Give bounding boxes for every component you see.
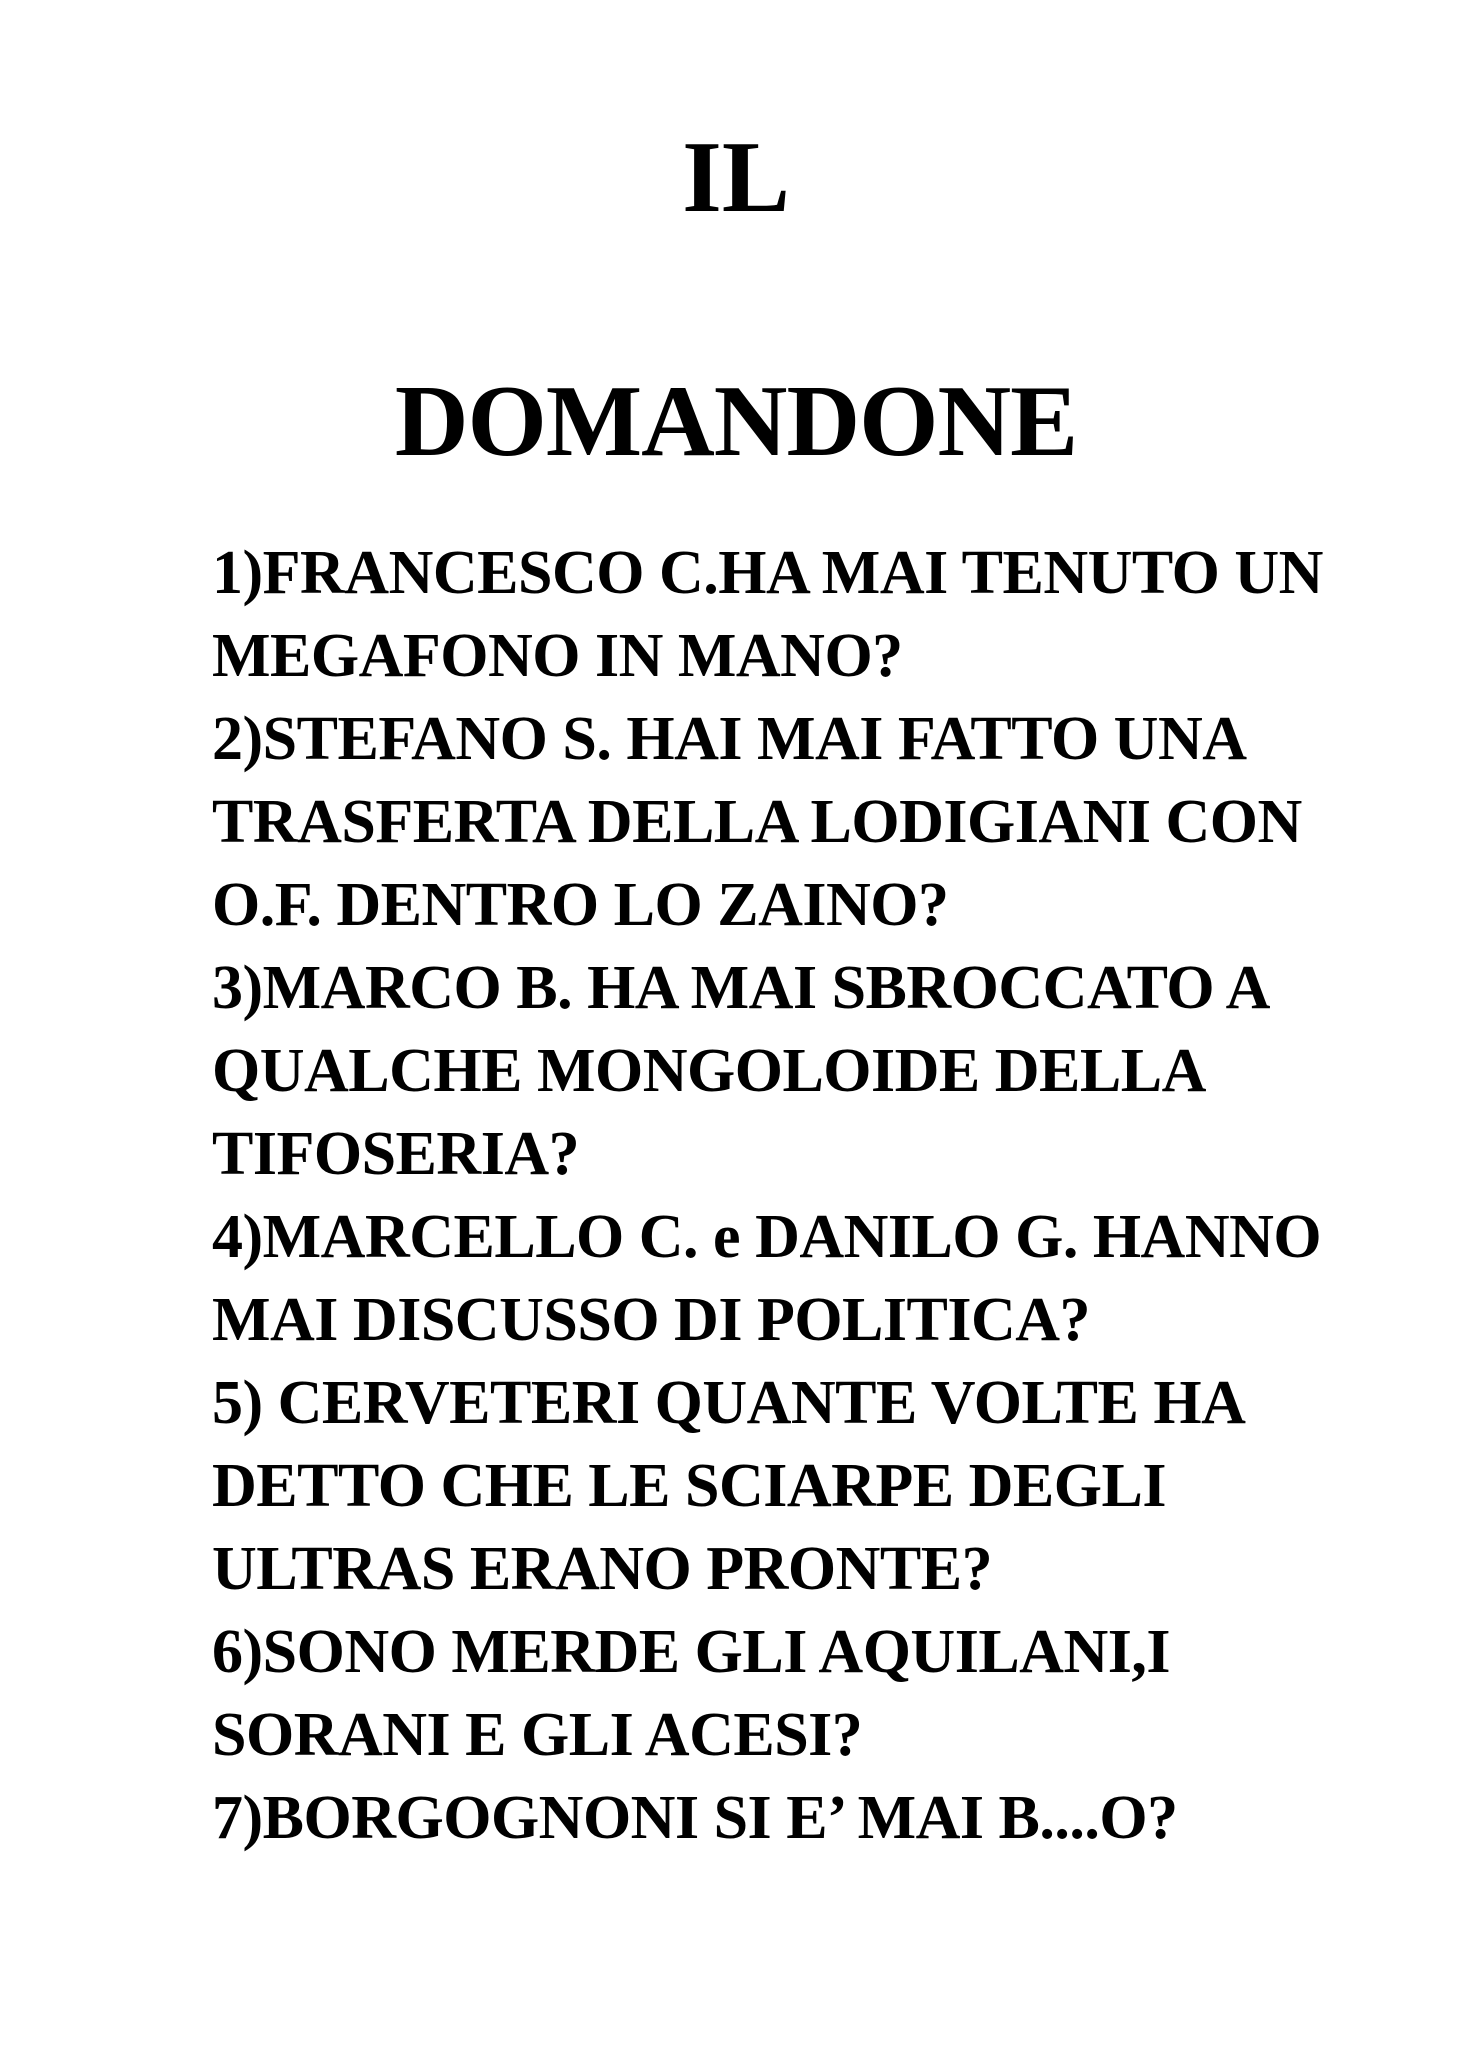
question-1-line-1: 1)FRANCESCO C.HA MAI TENUTO UN — [212, 539, 1323, 607]
question-3-line-1: 3)MARCO B. HA MAI SBROCCATO A — [212, 954, 1270, 1022]
question-item-2 — [212, 698, 1462, 947]
question-5-line-1: 5) CERVETERI QUANTE VOLTE HA — [212, 1369, 1246, 1437]
title-line-2: DOMANDONE — [394, 365, 1078, 478]
question-item-6 — [212, 1611, 1462, 1777]
question-2-line-3: O.F. DENTRO LO ZAINO? — [212, 871, 949, 939]
question-item-4 — [212, 1196, 1462, 1362]
question-4-line-1: 4)MARCELLO C. e DANILO G. HANNO — [212, 1203, 1322, 1271]
question-6-line-2: SORANI E GLI ACESI? — [212, 1701, 863, 1769]
question-item-7 — [212, 1777, 1462, 1860]
question-7-line-1: 7)BORGOGNONI SI E’ MAI B....O? — [212, 1784, 1178, 1852]
question-2-line-2: TRASFERTA DELLA LODIGIANI CON — [212, 788, 1302, 856]
question-5-line-3: ULTRAS ERANO PRONTE? — [212, 1535, 993, 1603]
title-line-1: IL — [682, 121, 790, 234]
question-item-5 — [212, 1362, 1462, 1611]
question-2-line-1: 2)STEFANO S. HAI MAI FATTO UNA — [212, 705, 1247, 773]
question-5-line-2: DETTO CHE LE SCIARPE DEGLI — [212, 1452, 1166, 1520]
question-4-line-2: MAI DISCUSSO DI POLITICA? — [212, 1286, 1091, 1354]
question-3-line-3: TIFOSERIA? — [212, 1120, 580, 1188]
question-6-line-1: 6)SONO MERDE GLI AQUILANI,I — [212, 1618, 1170, 1686]
question-1-line-2: MEGAFONO IN MANO? — [212, 622, 903, 690]
question-3-line-2: QUALCHE MONGOLOIDE DELLA — [212, 1037, 1206, 1105]
question-item-3 — [212, 947, 1462, 1196]
question-item-1 — [212, 532, 1462, 698]
question-list — [212, 532, 1462, 1860]
